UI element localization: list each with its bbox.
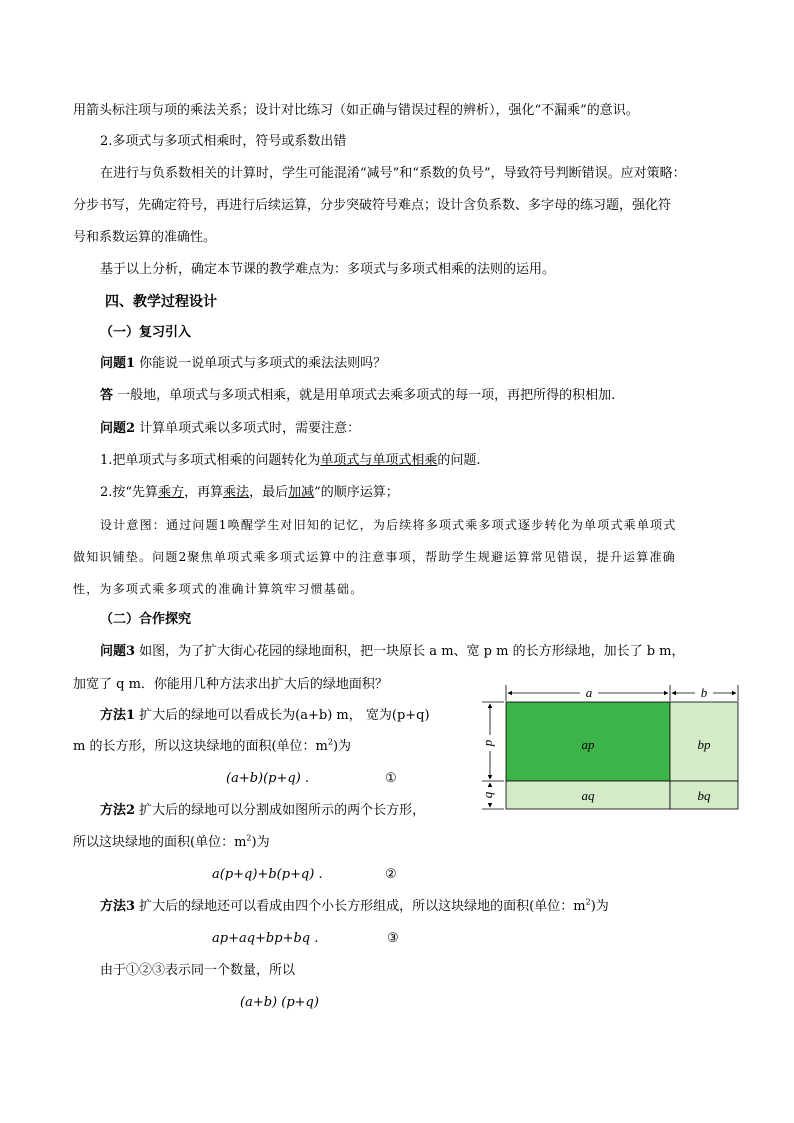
design-intent-line: 做知识铺垫。问题2聚焦单项式乘多项式运算中的注意事项，帮助学生规避运算常见错误，提升运算准确 [73, 550, 676, 564]
method-label: 方法3 [100, 899, 136, 914]
question-2 [100, 419, 360, 439]
method-text: 扩大后的绿地可以分割成如图所示的两个长方形， [135, 803, 426, 818]
text: ，再算 [184, 485, 224, 500]
paragraph-line: 号和系数运算的准确性。 [73, 230, 217, 245]
dimension-label-p: p [479, 739, 495, 747]
method-label: 方法1 [100, 708, 136, 723]
subsection-heading: （二）合作探究 [100, 612, 192, 627]
label-circled-1: ① [385, 771, 397, 786]
cell-bq-label: bq [697, 788, 711, 803]
question-text: 你能说一说单项式与多项式的乘法法则吗？ [135, 356, 387, 371]
answer-text: 一般地，单项式与多项式相乘，就是用单项式去乘多项式的每一项，再把所得的积相加. [113, 388, 616, 403]
answer-label: 答 [100, 388, 114, 403]
paragraph-line: 分步书写，先确定符号，再进行后续运算，分步突破符号难点；设计含负系数、多字母的练习题，强化符 [73, 198, 672, 213]
method-text: 扩大后的绿地可以看成长为(a+b) m， 宽为(p+q) [135, 708, 430, 723]
label-circled-3: ③ [387, 931, 399, 946]
question-3 [100, 642, 684, 662]
method-1 [100, 706, 430, 726]
question-text: 如图，为了扩大街心花园的绿地面积，把一块原长 a m、宽 p m 的长方形绿地，加长了 b m， [135, 644, 685, 659]
question-1 [100, 354, 386, 374]
question-label: 问题1 [100, 356, 136, 371]
superscript: 2 [327, 737, 333, 747]
question-3-cont: 加宽了 q m．你能用几种方法求出扩大后的绿地面积？ [73, 677, 388, 692]
method-1-cont [73, 737, 351, 757]
cell-aq-label: aq [581, 788, 595, 803]
paragraph-line: 基于以上分析，确定本节课的教学难点为：多项式与多项式相乘的法则的运用。 [100, 262, 556, 277]
design-intent-line: 设计意图：通过问题1唤醒学生对旧知的记忆，为后续将多项式乘多项式逐步转化为单项式乘单项式 [100, 518, 677, 532]
note-1 [100, 451, 481, 471]
method-2-cont [73, 833, 270, 853]
dimension-label-q: q [479, 791, 495, 799]
expression-1: (a+b)(p+q) . [226, 771, 310, 786]
superscript: 2 [585, 897, 591, 907]
text: )为 [590, 899, 609, 914]
expression-3: ap+aq+bp+bq . [212, 931, 319, 946]
text: )为 [332, 739, 352, 754]
note-2 [100, 483, 399, 503]
design-intent-line: 性，为多项式乘多项式的准确计算筑牢习惯基础。 [73, 582, 364, 596]
method-text: 扩大后的绿地还可以看成由四个小长方形组成，所以这块绿地的面积(单位：m [135, 899, 586, 914]
text: 2.按“先算 [100, 485, 159, 500]
method-3 [100, 897, 609, 917]
method-2 [100, 801, 425, 821]
cell-bp-label: bp [697, 737, 711, 752]
underlined-text: 乘方 [158, 485, 185, 500]
answer-1 [100, 386, 615, 406]
expression-2: a(p+q)+b(p+q) . [212, 867, 323, 882]
superscript: 2 [246, 833, 252, 843]
underlined-text: 单项式与单项式相乘 [320, 453, 438, 468]
text: 的问题. [437, 453, 481, 468]
subsection-heading: （一）复习引入 [100, 325, 192, 340]
underlined-text: 乘法 [223, 485, 250, 500]
paragraph-line: 用箭头标注项与项的乘法关系；设计对比练习（如正确与错误过程的辨析），强化“不漏乘”的意识。 [73, 103, 639, 118]
conclusion: 由于①②③表示同一个数量，所以 [100, 963, 296, 978]
underlined-text: 加减 [288, 485, 315, 500]
text: ，最后 [249, 485, 289, 500]
subheading-sign-errors: 2.多项式与多项式相乘时，符号或系数出错 [100, 134, 347, 149]
dimension-label-a: a [585, 685, 593, 700]
question-text: 计算单项式乘以多项式时，需要注意： [135, 421, 361, 436]
dimension-label-b: b [700, 685, 708, 700]
label-circled-2: ② [385, 867, 397, 882]
expression-4: (a+b) (p+q) [240, 995, 319, 1010]
text: ”的顺序运算； [314, 485, 399, 500]
text: m 的长方形，所以这块绿地的面积(单位：m [73, 739, 328, 754]
question-label: 问题2 [100, 421, 136, 436]
cell-ap-label: ap [581, 737, 595, 752]
method-label: 方法2 [100, 803, 136, 818]
question-label: 问题3 [100, 644, 136, 659]
text: )为 [251, 835, 270, 850]
area-model-figure [476, 683, 744, 815]
paragraph-line: 在进行与负系数相关的计算时，学生可能混淆“减号”和“系数的负号”，导致符号判断错误。应对策略： [100, 166, 686, 181]
text: 所以这块绿地的面积(单位：m [73, 835, 247, 850]
text: 1.把单项式与多项式相乘的问题转化为 [100, 453, 321, 468]
section-heading: 四、教学过程设计 [105, 294, 217, 310]
